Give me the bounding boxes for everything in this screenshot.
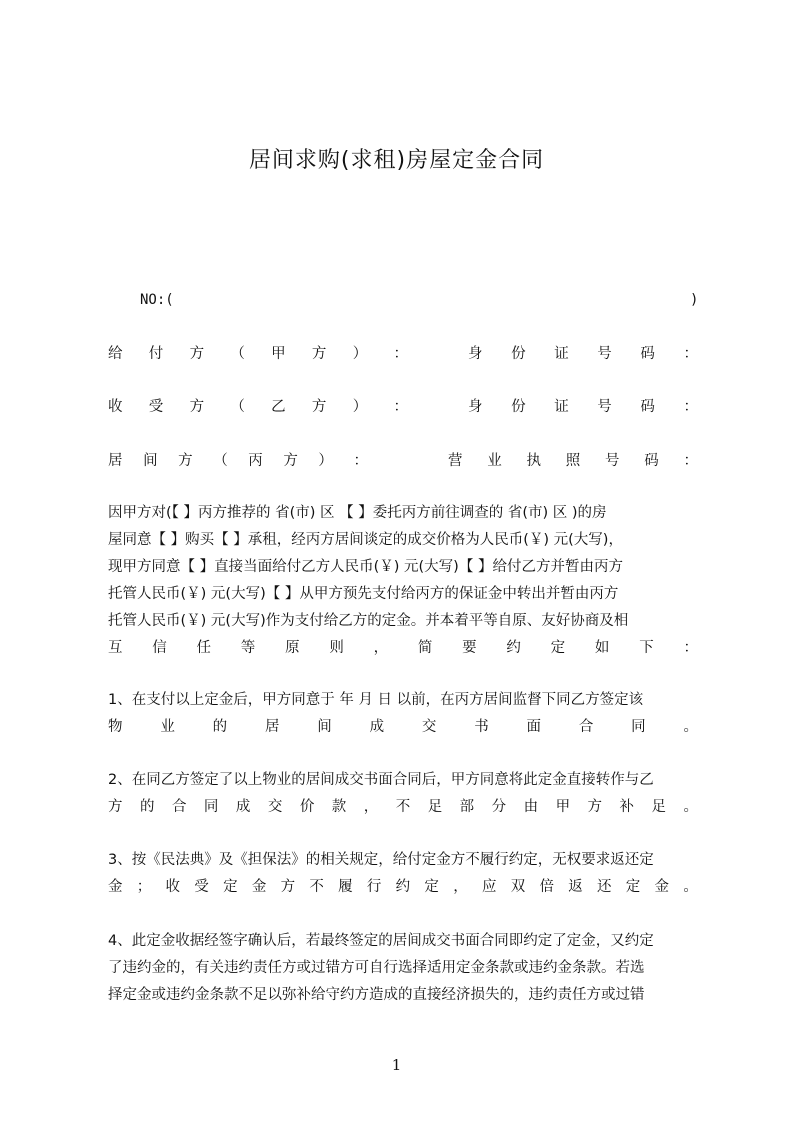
document-title: 居间求购(求租)房屋定金合同 (248, 148, 545, 173)
paragraph-line: 托管人民币(￥) 元(大写)作为支付给乙方的定金。并本着平等自原、友好协商及相 (108, 613, 629, 629)
party-a-id-label: 身 份 证 号 码 ： (468, 346, 698, 362)
clause-3-line: 3、按《民法典》及《担保法》的相关规定，给付定金方不履行约定，无权要求返还定 (108, 852, 654, 868)
party-c-license-label: 营 业 执 照 号 码 ： (448, 453, 698, 469)
paragraph-line-justified: 互 信 任 等 原 则 ， 简 要 约 定 如 下 ： (108, 640, 698, 656)
party-b-id-label: 身 份 证 号 码 ： (468, 399, 698, 415)
contract-number-label: NO:( (140, 292, 174, 308)
clause-4-line: 了违约金的，有关违约责任方或过错方可自行选择适用定金条款或违约金条款。若选 (108, 960, 645, 976)
clause-1-line-justified: 物 业 的 居 间 成 交 书 面 合 同 。 (108, 719, 698, 735)
party-b-label: 收 受 方 （ 乙 方 ） ： (108, 399, 408, 415)
clause-4-line: 择定金或违约金条款不足以弥补给守约方造成的直接经济损失的，违约责任方或过错 (108, 987, 645, 1003)
party-a-line (108, 343, 698, 365)
clause-2-line-justified: 方 的 合 同 成 交 价 款 ， 不 足 部 分 由 甲 方 补 足 。 (108, 799, 698, 815)
clause-3-line-justified: 金 ； 收 受 定 金 方 不 履 行 约 定 ， 应 双 倍 返 还 定 金 。 (108, 879, 698, 895)
party-a-label: 给 付 方 （ 甲 方 ） ： (108, 346, 408, 362)
paragraph-line: 托管人民币(￥) 元(大写)【 】从甲方预先支付给丙方的保证金中转出并暂由丙方 (108, 586, 619, 602)
clause-1-line: 1、在支付以上定金后，甲方同意于 年 月 日 以前，在丙方居间监督下同乙方签定该 (108, 692, 644, 708)
party-c-label: 居 间 方 （ 丙 方 ） ： (108, 453, 368, 469)
contract-number-close: ) (690, 292, 699, 308)
clause-2-line: 2、在同乙方签定了以上物业的居间成交书面合同后，甲方同意将此定金直接转作与乙 (108, 772, 654, 788)
page-number: 1 (391, 1056, 402, 1074)
clause-4-line: 4、此定金收据经签字确认后，若最终签定的居间成交书面合同即约定了定金，又约定 (108, 933, 654, 949)
party-b-line (108, 396, 698, 418)
paragraph-line: 现甲方同意【 】直接当面给付乙方人民币(￥) 元(大写)【 】给付乙方并暂由丙方 (108, 559, 623, 575)
paragraph-line: 屋同意【 】购买【 】承租，经丙方居间谈定的成交价格为人民币(￥) 元(大写)， (108, 532, 623, 548)
party-c-line (108, 450, 698, 472)
paragraph-line: 因甲方对(【 】丙方推荐的 省(市) 区 【 】委托丙方前往调查的 省(市) 区 )的房 (108, 505, 607, 521)
